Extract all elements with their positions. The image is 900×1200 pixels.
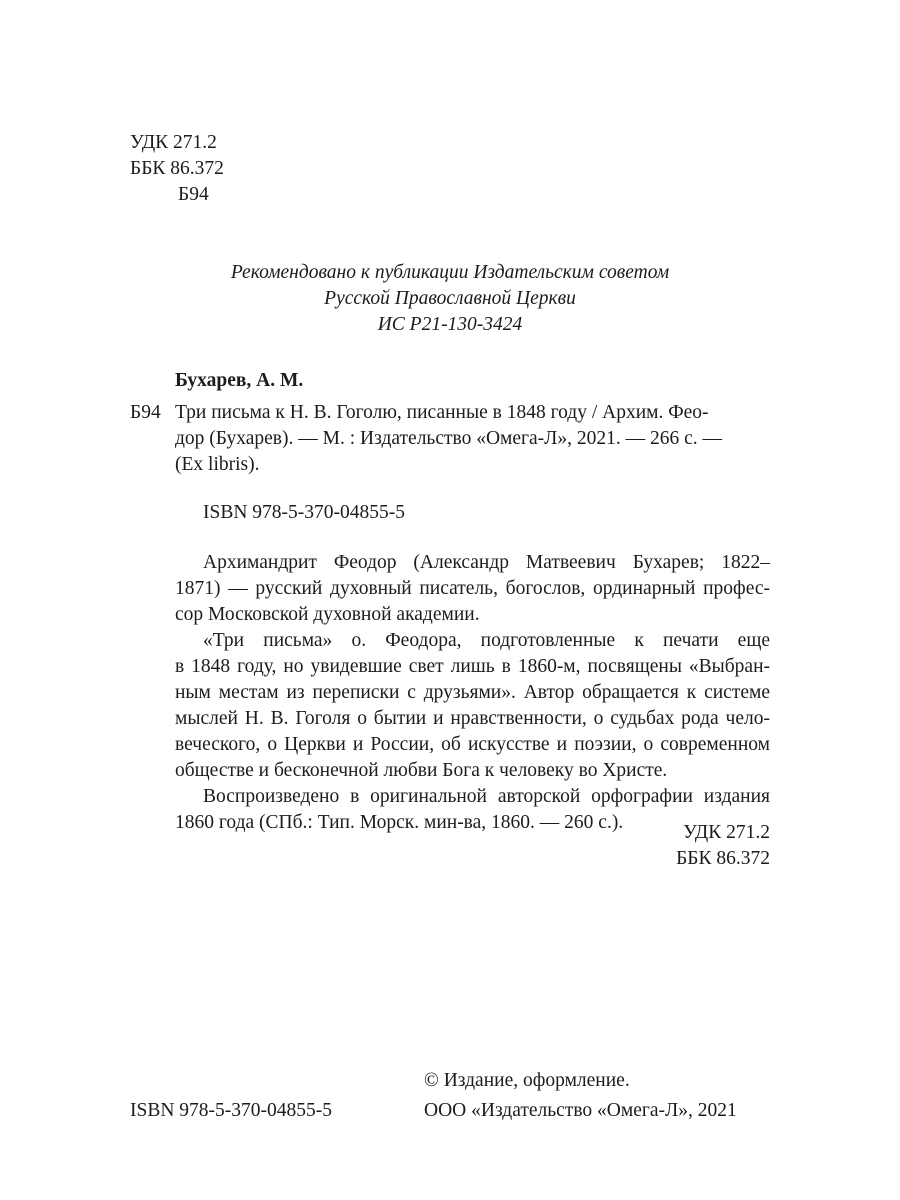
annotation-line: веческого, о Церкви и России, об искусстве и поэзии, о современном (175, 734, 770, 755)
recommendation-block (130, 260, 770, 338)
bib-line: дор (Бухарев). — М. : Издательство «Омега-Л», 2021. — 266 с. — (175, 428, 723, 449)
annotation-line: в 1848 году, но увидевшие свет лишь в 1860-м, посвящены «Выбран- (175, 656, 770, 677)
annotation-line: «Три письма» о. Феодора, подготовленные к печати еще (203, 630, 770, 651)
annotation-line: Воспроизведено в оригинальной авторской орфографии издания (203, 786, 770, 807)
author-heading: Бухарев, А. М. (175, 370, 304, 391)
classification-bottom (560, 820, 770, 872)
annotation-line: 1860 года (СПб.: Тип. Морск. мин-ва, 1860. — 260 с.). (175, 812, 624, 833)
annotation-line: мыслей Н. В. Гоголя о бытии и нравственности, о судьбах рода чело- (175, 708, 770, 729)
bibliographic-description (175, 400, 722, 478)
udk-code: УДК 271.2 (683, 822, 770, 843)
recommendation-line: Рекомендовано к публикации Издательским советом (230, 262, 670, 283)
annotation-line: 1871) — русский духовный писатель, богослов, ординарный профес- (175, 578, 770, 599)
isbn-record: ISBN 978-5-370-04855-5 (203, 502, 406, 523)
annotation (175, 550, 770, 836)
publisher-line: ООО «Издательство «Омега-Л», 2021 (424, 1100, 737, 1121)
bbk-code: ББК 86.372 (676, 848, 770, 869)
bib-line: (Ex libris). (175, 454, 260, 475)
annotation-line: ным местам из переписки с друзьями». Автор обращается к системе (175, 682, 770, 703)
udk-code: УДК 271.2 (130, 132, 217, 153)
annotation-line: обществе и бесконечной любви Бога к человеку во Христе. (175, 760, 668, 781)
recommendation-code: ИС Р21-130-3424 (377, 314, 523, 335)
bbk-code: ББК 86.372 (130, 158, 224, 179)
author-mark: Б94 (178, 184, 209, 205)
bib-line: Три письма к Н. В. Гоголю, писанные в 1848 году / Архим. Фео- (175, 402, 709, 423)
annotation-line: сор Московской духовной академии. (175, 604, 480, 625)
copyright-block (424, 1068, 737, 1128)
author-mark-code: Б94 (130, 402, 161, 423)
copyright-line: © Издание, оформление. (424, 1070, 630, 1091)
footer-isbn: ISBN 978-5-370-04855-5 (130, 1100, 333, 1121)
annotation-line: Архимандрит Феодор (Александр Матвеевич Бухарев; 1822– (203, 552, 770, 573)
recommendation-line: Русской Православной Церкви (324, 288, 576, 309)
classification-top (130, 130, 224, 208)
